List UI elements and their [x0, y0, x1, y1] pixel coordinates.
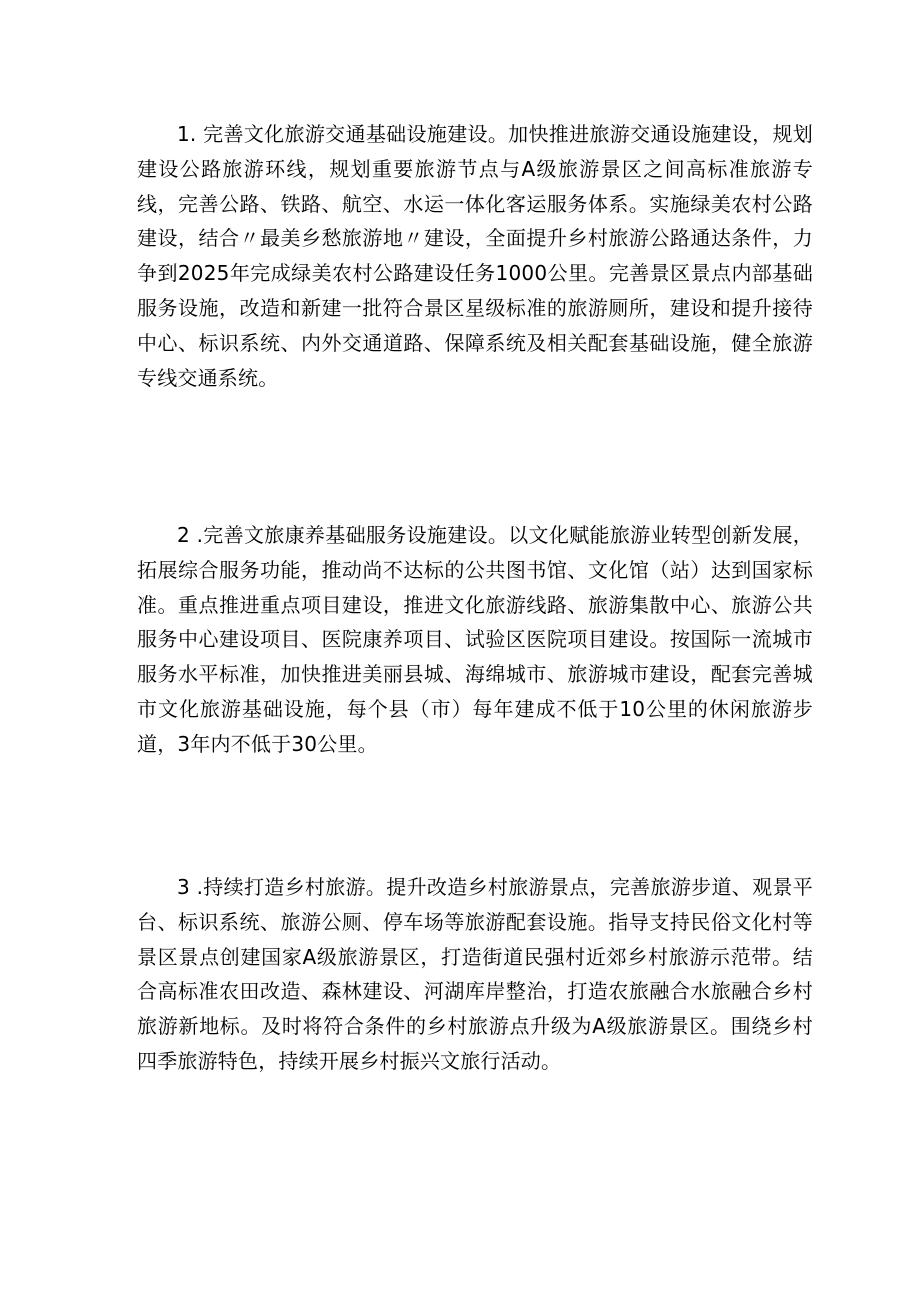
paragraph-wellness-facilities: 2 .完善文旅康养基础服务设施建设。以文化赋能旅游业转型创新发展，拓展综合服务功能，推动尚不达标的公共图书馆、文化馆（站）达到国家标准。重点推进重点项目建设，推进文化旅游线路、旅游集散中心、旅游公共服务中心建设项目、医院康养项目、试验区医院项目建设。按国际一流城市服务水平标准，加快推进美丽县城、海绵城市、旅游城市建设，配套完善城市文化旅游基础设施，每个县（市）每年建成不低于10公里的休闲旅游步道，3年内不低于30公里。 [137, 523, 813, 756]
paragraph-transport-infrastructure: 1. 完善文化旅游交通基础设施建设。加快推进旅游交通设施建设，规划建设公路旅游环线，规划重要旅游节点与A级旅游景区之间高标准旅游专线，完善公路、铁路、航空、水运一体化客运服务体系。实施绿美农村公路建设，结合〃最美乡愁旅游地〃建设，全面提升乡村旅游公路通达条件，力争到2025年完成绿美农村公路建设任务1000公里。完善景区景点内部基础服务设施，改造和新建一批符合景区星级标准的旅游厕所，建设和提升接待中心、标识系统、内外交通道路、保障系统及相关配套基础设施，健全旅游专线交通系统。 [137, 122, 813, 390]
paragraph-rural-tourism: 3 .持续打造乡村旅游。提升改造乡村旅游景点，完善旅游步道、观景平台、标识系统、旅游公厕、停车场等旅游配套设施。指导支持民俗文化村等景区景点创建国家A级旅游景区，打造街道民强村近郊乡村旅游示范带。结合高标准农田改造、森林建设、河湖库岸整治，打造农旅融合水旅融合乡村旅游新地标。及时将符合条件的乡村旅游点升级为A级旅游景区。围绕乡村四季旅游特色，持续开展乡村振兴文旅行活动。 [137, 875, 813, 1073]
